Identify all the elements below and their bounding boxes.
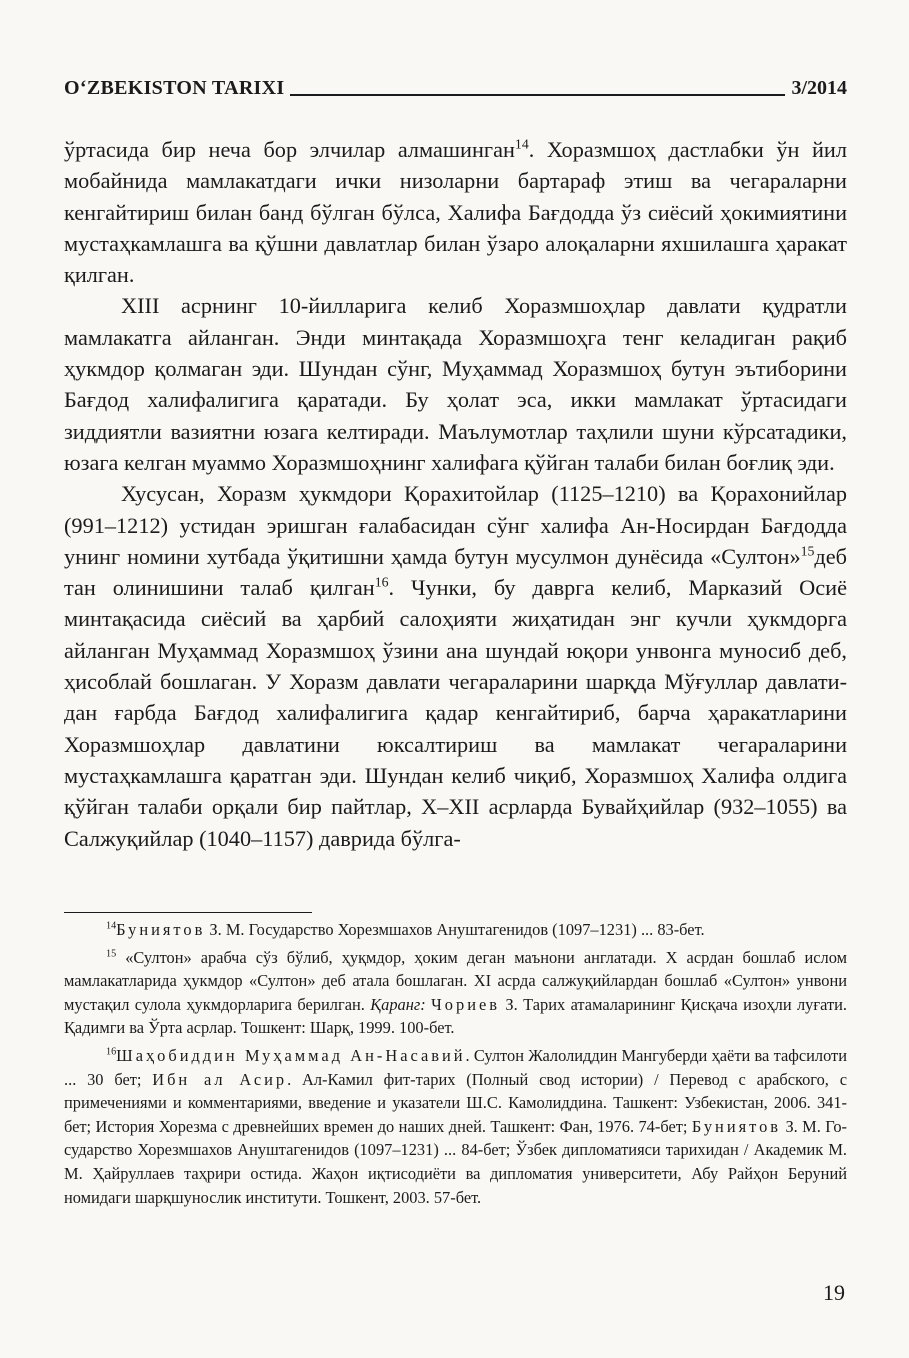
footnote-15-text-b: З. Тарих атамаларининг Қисқача изоҳли луғати. Қадимги ва Ўрта асрлар. Тошкент: Шарқ, 1999. 100-бет.	[64, 994, 847, 1038]
footnote-16	[64, 1044, 847, 1209]
header-rule	[290, 94, 785, 96]
footnote-number-14: 14	[106, 920, 117, 932]
footnote-number-16: 16	[106, 1046, 117, 1058]
footnote-16-text-c: З. М. Государство Хорезмшахов Ануштагенидов (1097–1231) ... 84-бет; Ўзбек дипломатияси тарихидан / Академик М. М. Ҳайруллаев таҳрири остида. Жаҳон иқтисодиёти ва дипломатия университети, Абу Райҳон Беруний номидаги шарқшунослик институти. Тошкент, 2003. 57-бет.	[64, 1116, 847, 1207]
footnote-14-text: З. М. Государство Хорезмшахов Ануштагенидов (1097–1231) ... 83-бет.	[205, 920, 705, 939]
paragraph-1-text-a: ўртасида бир неча бор элчилар алмашинган	[64, 137, 515, 162]
main-text	[64, 134, 847, 854]
footnote-16-author-3: Буниятов	[691, 1116, 782, 1136]
footnote-ref-16[interactable]: 16	[374, 574, 389, 590]
footnote-number-15: 15	[106, 948, 117, 960]
paragraph-1	[64, 134, 847, 290]
paragraph-2	[64, 290, 847, 478]
paragraph-1-text-b: . Хоразмшоҳ дастлабки ўн йил мобайнида мамлакатдаги ички низоларни бартараф этиш ва чегараларни кенгайтириш билан банд бўлган бўлса, Халифа Бағдодда ўз сиёсий ҳокимиятини мустаҳкамлашга ва қўшни давлатлар билан ўзаро алоқаларни яхшилашга ҳаракат қилган.	[64, 137, 847, 288]
paragraph-3-text-b: деб тан олинишини талаб қилган	[64, 543, 847, 601]
paragraph-2-text: XIII асрнинг 10-йилларига келиб Хоразмшоҳлар давлати қудратли мамлакатга айланган. Энди минтақада Хоразмшоҳга тенг келадиган рақиб ҳукмдор қолмаган эди. Шундан сўнг, Муҳаммад Хоразмшоҳ бутун эътиборини Бағдод халифалигига қаратади. Бу ҳолат эса, икки мамлакат ўртасидаги зиддиятли вазиятни юзага келтиради. Маълумотлар таҳлили шуни кўрсатадики, юзага келган муаммо Хоразмшоҳнинг халифага қўйган талаби билан боғлиқ эди.	[64, 293, 847, 475]
footnote-14-author: Буниятов	[116, 920, 206, 939]
page-number: 19	[823, 1280, 845, 1305]
footnote-ref-15[interactable]: 15	[800, 543, 815, 559]
footnote-16-text-a: . Султон Жалолиддин Мангуберди ҳаёти ва тафсилоти ... 30 бет;	[64, 1045, 847, 1089]
footnote-ref-14[interactable]: 14	[514, 136, 529, 152]
footnote-15-text-a: «Султон» арабча сўз бўлиб, ҳуқмдор, ҳоким деган маънони англатади. Х асрдан бошлаб ислом мамлакатларида ҳукмдор «Султон» деб атала бошлаган. XI асрда салжуқийлардан бошлаб «Султон» унвони мустақил сулола ҳукмдорларига берилган.	[64, 947, 847, 1014]
running-header	[64, 70, 847, 100]
footnote-15-see: Қаранг:	[370, 994, 426, 1014]
paragraph-3-text-a: Хусусан, Хоразм ҳукмдори Қорахитойлар (1125–1210) ва Қорахонийлар (991–1212) устидан эришган ғалабасидан сўнг халифа Ан-Носирдан Бағдодда унинг номини хутбада ўқитишни ҳамда бутун мусулмон дунёсида «Султон»	[64, 481, 847, 569]
footnote-16-text-b: . Ал-Камил фит-тарих (Полный свод истории) / Перевод с арабского, с примечениями и комментариями, введение и указатели Ш.С. Камолиддина. Ташкент: Узбекистан, 2006. 341-бет; История Хорезма с древнейших времен до наших дней. Ташкент: Фан, 1976. 74-бет;	[64, 1069, 847, 1136]
footnote-16-author-1: Шаҳобиддин Муҳаммад Ан-Насавий	[116, 1045, 466, 1065]
footnote-16-author-2: Ибн ал Асир	[152, 1069, 288, 1089]
issue-number: 3/2014	[791, 77, 847, 99]
footnote-15-author: Чориев	[431, 994, 500, 1014]
paragraph-3-text-c: . Чунки, бу даврга келиб, Марказий Осиё минтақасида сиёсий ва ҳарбий салоҳияти жиҳатидан энг кучли ҳукмдорга айланган Муҳаммад Хоразмшоҳ ўзини ана шундай юқори унвонга муносиб деб, ҳисоблай бошлаган. У Хоразм давлати чегараларини шарқда Мўғуллар давлатидан ғарбда Бағдод халифалигига қадар кенгайтириб, барча ҳаракатларини Хоразмшоҳлар давлатини юксалтириш ва мамлакат чегараларини мустаҳкамлашга қаратган эди. Шундан келиб чиқиб, Хоразмшоҳ Халифа олдига қўйган талаби орқали бир пайтлар, X–XII асрларда Бувайҳийлар (932–1055) ва Салжуқийлар (1040–1157) даврида бўлга-	[64, 575, 847, 851]
paragraph-3	[64, 478, 847, 854]
journal-title: O‘ZBEKISTON TARIXI	[64, 77, 285, 99]
footnote-15	[64, 946, 847, 1040]
footnote-14	[64, 918, 847, 942]
footnotes	[64, 918, 847, 1209]
footnote-separator	[64, 912, 312, 913]
